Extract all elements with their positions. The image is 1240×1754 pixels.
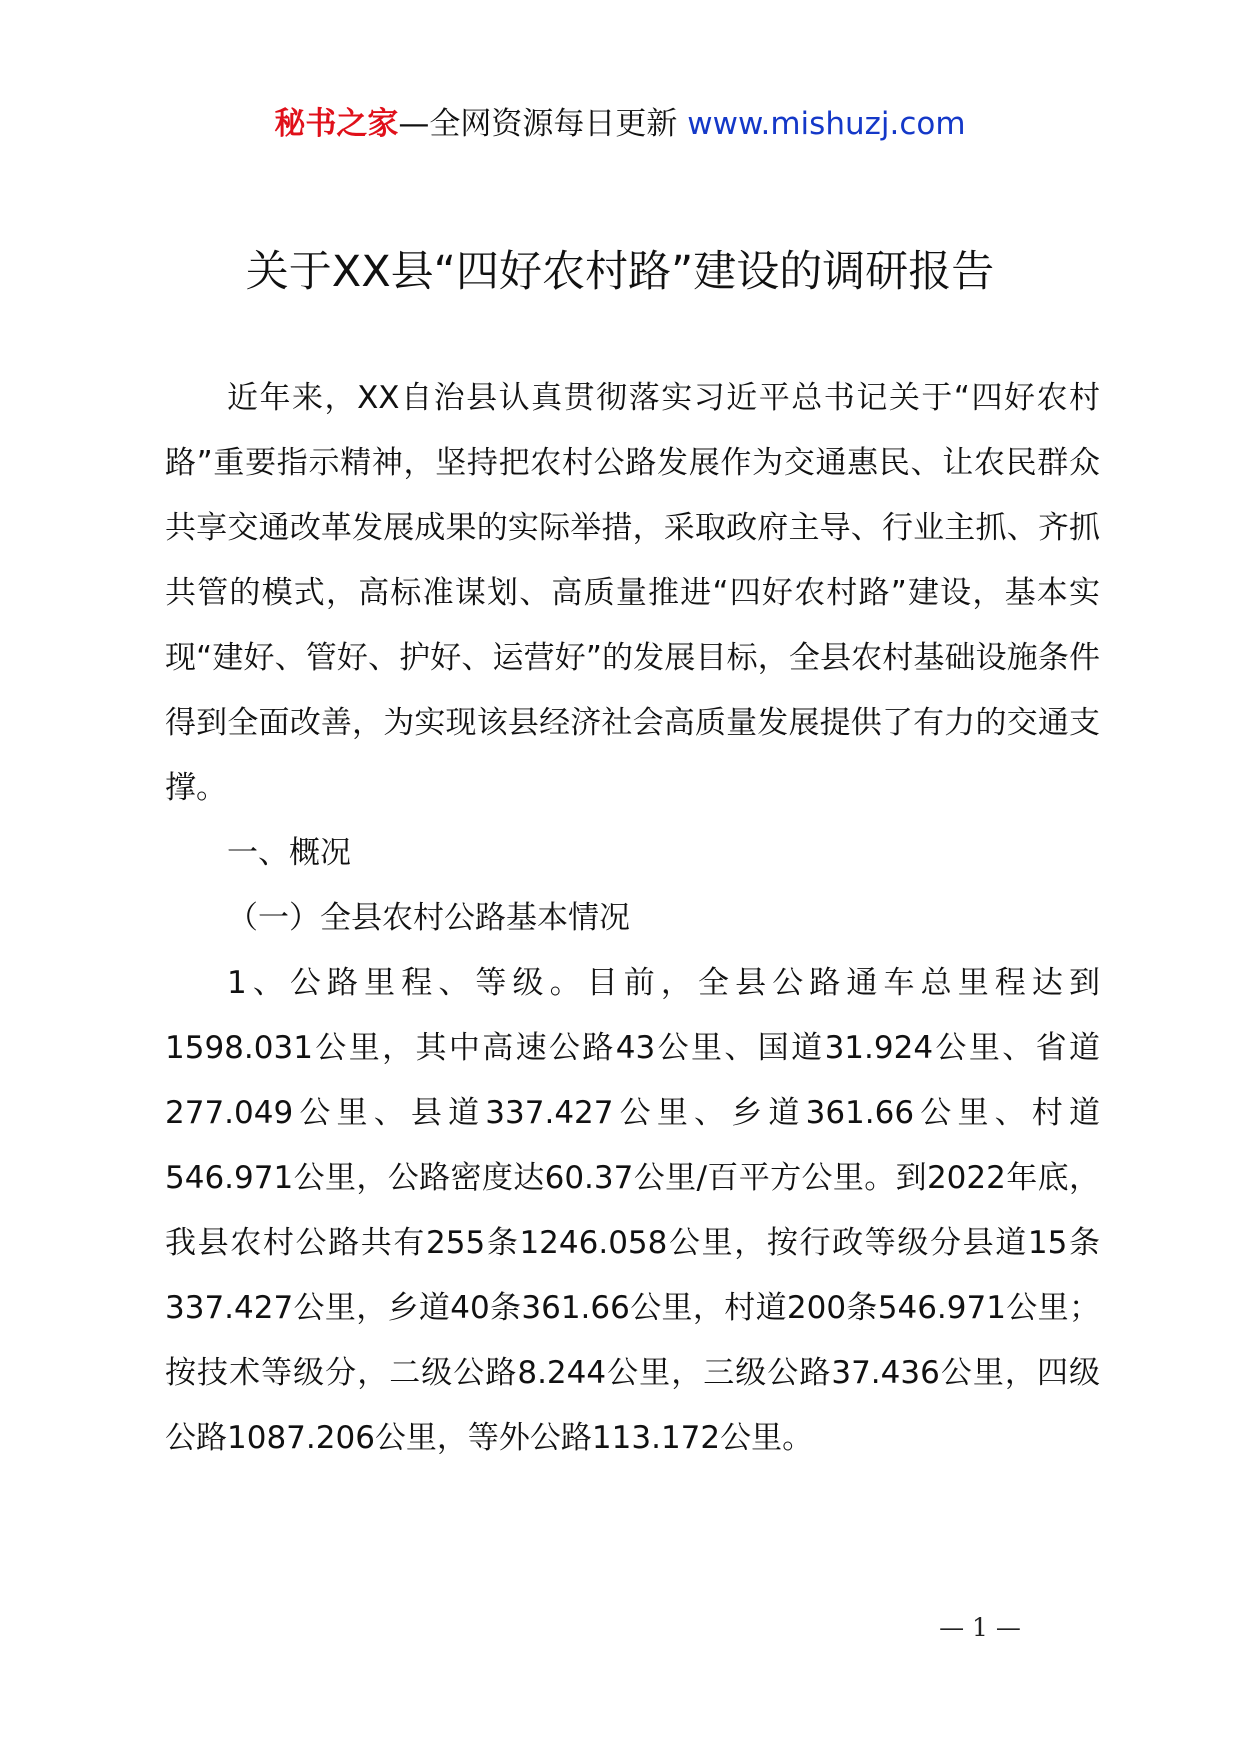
page-number: — 1 —: [939, 1613, 1021, 1642]
subsection-heading: （一）全县农村公路基本情况: [227, 900, 630, 936]
section-heading: 一、概况: [227, 835, 351, 871]
document-body: [165, 366, 1100, 1471]
document-title: 关于XX县“四好农村路”建设的调研报告: [245, 247, 995, 297]
site-url-link[interactable]: www.mishuzj.com: [687, 106, 966, 142]
intro-paragraph: 近年来，XX自治县认真贯彻落实习近平总书记关于“四好农村路”重要指示精神，坚持把农村公路发展作为交通惠民、让农民群众共享交通改革发展成果的实际举措，采取政府主导、行业主抓、齐抓共管的模式，高标准谋划、高质量推进“四好农村路”建设，基本实现“建好、管好、护好、运营好”的发展目标，全县农村基础设施条件得到全面改善，为实现该县经济社会高质量发展提供了有力的交通支撑。: [165, 380, 1100, 806]
site-header: [0, 96, 1240, 152]
site-name: 秘书之家: [274, 106, 399, 142]
site-slogan: —全网资源每日更新: [398, 106, 688, 142]
item-paragraph: 1、公路里程、等级。目前，全县公路通车总里程达到1598.031公里，其中高速公路43公里、国道31.924公里、省道277.049公里、县道337.427公里、乡道361.66公里、村道546.971公里，公路密度达60.37公里/百平方公里。到2022年底，我县农村公路共有255条1246.058公里，按行政等级分县道15条337.427公里，乡道40条361.66公里，村道200条546.971公里；按技术等级分，二级公路8.244公里，三级公路37.436公里，四级公路1087.206公里，等外公路113.172公里。: [165, 965, 1100, 1456]
